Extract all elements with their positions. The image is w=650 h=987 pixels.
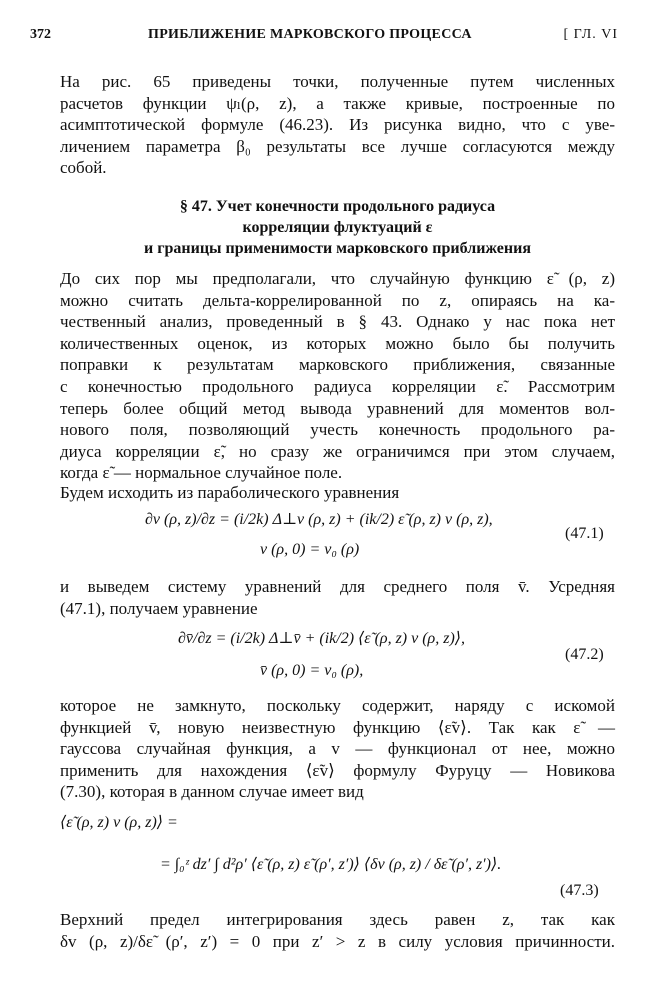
text-line: нового поля, позволяющий учесть конечность продольного ра- — [60, 420, 615, 440]
text-line: асимптотической формуле (46.23). Из рисунка видно, что с уве- — [60, 115, 615, 135]
equation-number: (47.2) — [565, 646, 604, 663]
paragraph-1 — [60, 268, 615, 484]
text-line: Верхний предел интегрирования здесь равен z, так как — [60, 910, 615, 929]
text-line: (7.30), которая в данном случае имеет вид — [60, 782, 364, 802]
text-line: δv (ρ, z)/δε̃ (ρ′, z′) = 0 при z′ > z в силу условия причинности. — [60, 931, 615, 951]
text-line: Будем исходить из параболического уравнения — [60, 483, 400, 502]
text-line: можно считать дельта-коррелированной по z, опираясь на ка- — [60, 290, 615, 310]
text-line: расчетов функции ψₗ(ρ, z), а также кривые, построенные по — [60, 93, 615, 113]
text-line: До сих пор мы предполагали, что случайную функцию ε̃ (ρ, z) — [60, 269, 615, 288]
text-line: функцией v̄, новую неизвестную функцию ⟨ε̃v⟩. Так как ε̃ — — [60, 717, 615, 737]
equation-line: ∂v (ρ, z)/∂z = (i/2k) Δ⊥v (ρ, z) + (ik/2) ε̃ (ρ, z) v (ρ, z), — [145, 511, 493, 528]
text-line: применить для нахождения ⟨ε̃v⟩ формулу Фуруцу — Новикова — [60, 760, 615, 780]
text-line: и выведем систему уравнений для среднего поля v̄. Усредняя — [60, 577, 615, 596]
page-number: 372 — [30, 27, 51, 42]
text-line: На рис. 65 приведены точки, полученные путем численных — [60, 72, 615, 91]
equation-line: v (ρ, 0) = v₀ (ρ) — [260, 541, 360, 558]
text-line: количественных оценок, из которых можно было бы получить — [60, 333, 615, 353]
text-line: поправки к результатам марковского приближения, связанные — [60, 355, 615, 375]
text-line: личением параметра β₀ результаты все лучше согласуются между — [60, 136, 615, 156]
text-line: гауссова случайная функция, а v — функционал от нее, можно — [60, 739, 615, 759]
text-line: диуса корреляции ε̃, но сразу же ограничимся при этом случаем, — [60, 441, 615, 461]
equation-line: = ∫₀ᶻ dz′ ∫ d²ρ′ ⟨ε̃ (ρ, z) ε̃ (ρ′, z′)⟩ ⟨δv (ρ, z) / δε̃ (ρ′, z′)⟩. — [160, 856, 502, 873]
text-line: (47.1), получаем уравнение — [60, 598, 258, 618]
lead-eq1 — [60, 482, 615, 504]
section-title — [60, 196, 615, 259]
after-eq1 — [60, 576, 615, 619]
text-line: теперь более общий метод вывода уравнений для моментов вол- — [60, 398, 615, 418]
text-line: когда ε̃ — нормальное случайное поле. — [60, 463, 343, 483]
equation-line: v̄ (ρ, 0) = v₀ (ρ), — [260, 662, 364, 679]
running-header — [30, 27, 618, 49]
after-eq2 — [60, 695, 615, 803]
equation-47-3 — [60, 810, 620, 899]
section-title-line: § 47. Учет конечности продольного радиуса — [179, 198, 496, 215]
text-line: чественный анализ, проведенный в § 43. Однако у нас пока нет — [60, 312, 615, 332]
section-title-line: корреляции флуктуаций ε — [242, 219, 433, 236]
running-title: ПРИБЛИЖЕНИЕ МАРКОВСКОГО ПРОЦЕССА — [148, 27, 472, 42]
equation-47-2 — [60, 622, 620, 690]
equation-47-1 — [60, 505, 620, 569]
equation-number: (47.1) — [565, 525, 604, 542]
chapter-label: [ ГЛ. VI — [563, 27, 618, 42]
text-line: которое не замкнуто, поскольку содержит, наряду с искомой — [60, 696, 615, 715]
equation-number: (47.3) — [560, 882, 599, 899]
text-line: с конечностью продольного радиуса корреляции ε̃. Рассмотрим — [60, 376, 615, 396]
final-paragraph — [60, 909, 615, 952]
text-line: собой. — [60, 158, 107, 178]
equation-line: ∂v̄/∂z = (i/2k) Δ⊥v̄ + (ik/2) ⟨ε̃ (ρ, z) v (ρ, z)⟩, — [178, 630, 466, 647]
intro-paragraph — [60, 71, 615, 179]
section-title-line: и границы применимости марковского приближения — [144, 240, 531, 257]
equation-line: ⟨ε̃ (ρ, z) v (ρ, z)⟩ = — [60, 814, 178, 831]
